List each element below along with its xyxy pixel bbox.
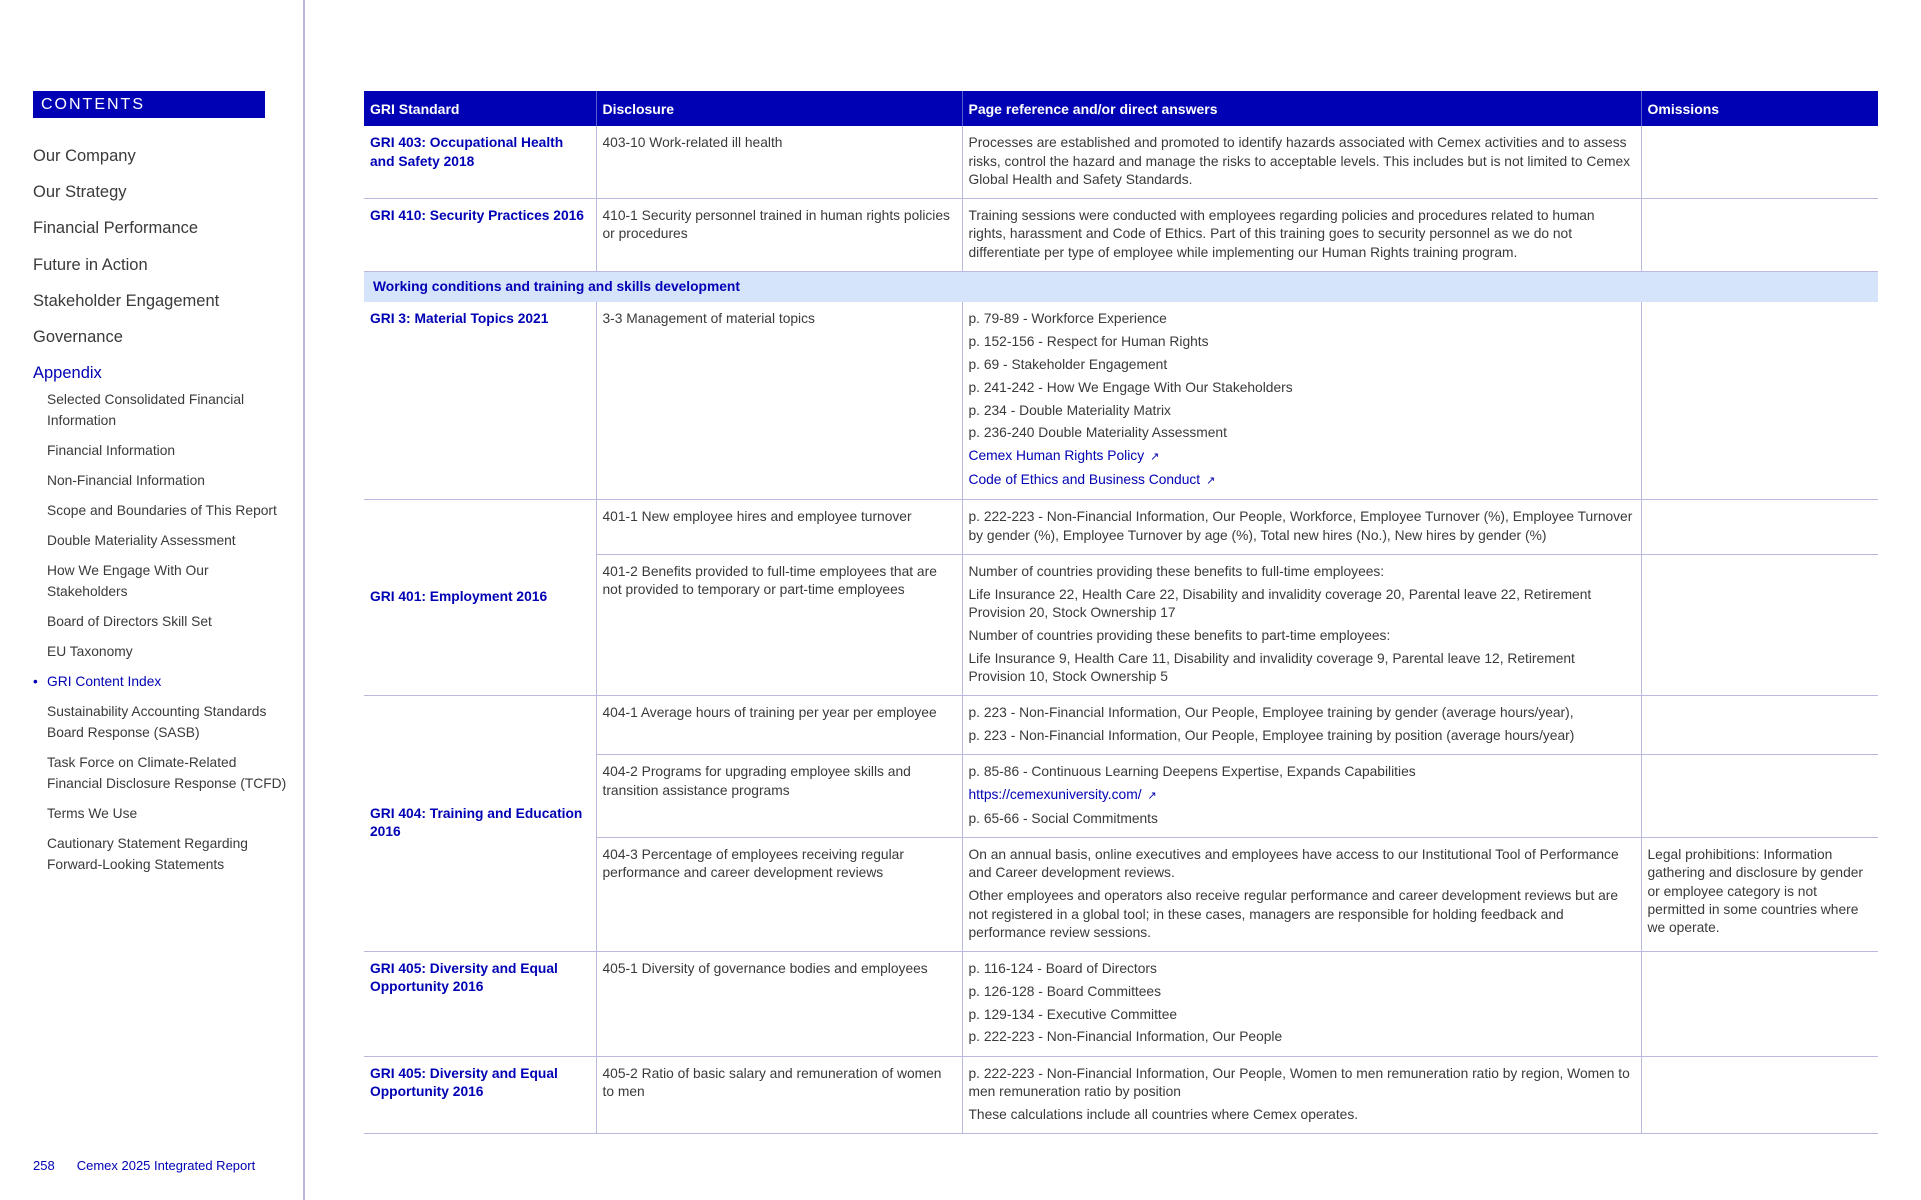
human-rights-policy-link[interactable] [969, 447, 1635, 466]
nav-our-company[interactable]: Our Company [33, 146, 136, 165]
reference-cell [962, 554, 1641, 695]
reference-line: p. 65-66 - Social Commitments [968, 810, 1158, 826]
subnav-selected-financial-info[interactable]: Selected Consolidated Financial Information [47, 392, 245, 428]
main-nav [33, 138, 219, 392]
omissions-cell [1641, 500, 1878, 555]
report-title: Cemex 2025 Integrated Report [76, 1158, 256, 1173]
disclosure-cell: 3-3 Management of material topics [596, 302, 962, 499]
reference-cell [962, 696, 1641, 755]
appendix-subnav [33, 389, 287, 884]
disclosure-cell: 401-2 Benefits provided to full-time employees that are not provided to temporary or part-time employees [596, 554, 962, 695]
subnav-cautionary-statement[interactable]: Cautionary Statement Regarding Forward-Looking Statements [47, 836, 248, 872]
link-text[interactable]: Cemex Human Rights Policy [968, 448, 1145, 464]
table-header-row [364, 91, 1878, 126]
reference-cell [962, 838, 1641, 952]
header-standard: GRI Standard [364, 91, 596, 126]
subnav-gri-label: GRI Content Index [47, 674, 162, 689]
disclosure-cell: 403-10 Work-related ill health [596, 126, 962, 198]
reference-line: p. 222-223 - Non-Financial Information, Our People, Women to men remuneration ratio by region, Women to men remuneration ratio by position [968, 1065, 1630, 1100]
subnav-scope-boundaries[interactable]: Scope and Boundaries of This Report [47, 503, 277, 518]
table-row [364, 952, 1878, 1057]
page-number: 258 [33, 1158, 55, 1173]
disclosure-cell: 404-2 Programs for upgrading employee skills and transition assistance programs [596, 755, 962, 838]
omissions-cell [1641, 1056, 1878, 1133]
reference-cell [962, 952, 1641, 1057]
reference-cell: p. 222-223 - Non-Financial Information, Our People, Workforce, Employee Turnover (%), Employee Turnover by gender (%), Employee Turnover by age (%), Total new hires (No.), New hires by gender (%) [962, 500, 1641, 555]
standard-cell: GRI 3: Material Topics 2021 [364, 302, 596, 499]
gri-content-table [364, 91, 1878, 1134]
reference-line: p. 129-134 - Executive Committee [968, 1006, 1178, 1022]
reference-line: p. 241-242 - How We Engage With Our Stakeholders [968, 379, 1293, 395]
table-row [364, 126, 1878, 198]
subnav-terms[interactable]: Terms We Use [47, 806, 138, 821]
table-row [364, 696, 1878, 755]
table-row [364, 500, 1878, 555]
reference-line: p. 85-86 - Continuous Learning Deepens Expertise, Expands Capabilities [968, 764, 1416, 780]
reference-line: p. 126-128 - Board Committees [968, 983, 1161, 999]
contents-label: CONTENTS [33, 91, 265, 118]
reference-line: These calculations include all countries where Cemex operates. [968, 1106, 1359, 1122]
reference-line: p. 152-156 - Respect for Human Rights [968, 334, 1209, 350]
reference-line: p. 222-223 - Non-Financial Information, Our People [968, 1029, 1283, 1045]
current-bullet-icon: • [33, 674, 38, 689]
nav-governance[interactable]: Governance [33, 328, 123, 347]
disclosure-cell: 405-2 Ratio of basic salary and remuneration of women to men [596, 1056, 962, 1133]
reference-line: On an annual basis, online executives and employees have access to our Institutional Tool of Performance and Career development reviews. [968, 847, 1619, 881]
nav-financial-performance[interactable]: Financial Performance [33, 219, 199, 238]
code-of-ethics-link[interactable] [969, 471, 1635, 490]
standard-cell: GRI 405: Diversity and Equal Opportunity 2016 [364, 1056, 596, 1133]
disclosure-cell: 401-1 New employee hires and employee turnover [596, 500, 962, 555]
standard-cell: GRI 405: Diversity and Equal Opportunity 2016 [364, 952, 596, 1057]
disclosure-cell: 410-1 Security personnel trained in human rights policies or procedures [596, 199, 962, 272]
omissions-cell [1641, 554, 1878, 695]
header-disclosure: Disclosure [596, 91, 962, 126]
standard-cell: GRI 410: Security Practices 2016 [364, 199, 596, 272]
omissions-cell [1641, 302, 1878, 499]
nav-our-strategy[interactable]: Our Strategy [33, 182, 127, 201]
reference-cell: Processes are established and promoted to identify hazards associated with Cemex activities and to assess risks, control the hazard and manage the risks to acceptable levels. This includes but is not limited to Cemex Global Health and Safety Standards. [962, 126, 1641, 198]
link-text[interactable]: Code of Ethics and Business Conduct [968, 471, 1201, 487]
subnav-sasb[interactable]: Sustainability Accounting Standards Board Response (SASB) [47, 704, 267, 740]
reference-line: p. 79-89 - Workforce Experience [968, 311, 1167, 327]
subnav-stakeholder-engagement[interactable]: How We Engage With Our Stakeholders [47, 563, 209, 599]
standard-cell: GRI 403: Occupational Health and Safety 2018 [364, 126, 596, 198]
table-row [364, 1056, 1878, 1133]
subnav-non-financial-info[interactable]: Non-Financial Information [47, 473, 205, 488]
nav-appendix[interactable]: Appendix [33, 364, 102, 383]
standard-cell: GRI 401: Employment 2016 [364, 500, 596, 696]
reference-line: Life Insurance 9, Health Care 11, Disability and invalidity coverage 9, Parental leave 12, Retirement Provision 10, Stock Ownership 5 [968, 650, 1575, 684]
reference-line: Number of countries providing these benefits to part-time employees: [968, 627, 1391, 643]
standard-cell: GRI 404: Training and Education 2016 [364, 696, 596, 952]
sidebar [0, 0, 303, 1200]
omissions-cell [1641, 952, 1878, 1057]
header-omissions: Omissions [1641, 91, 1878, 126]
subnav-gri-content-index[interactable] [33, 671, 287, 692]
reference-cell [962, 1056, 1641, 1133]
reference-line: p. 223 - Non-Financial Information, Our People, Employee training by position (average hours/year) [968, 727, 1575, 743]
reference-line: p. 223 - Non-Financial Information, Our People, Employee training by gender (average hours/year), [968, 705, 1574, 721]
disclosure-cell: 405-1 Diversity of governance bodies and employees [596, 952, 962, 1057]
omissions-cell: Legal prohibitions: Information gathering and disclosure by gender or employee category is not permitted in some countries where we operate. [1641, 838, 1878, 952]
reference-line: Life Insurance 22, Health Care 22, Disability and invalidity coverage 20, Parental leave 22, Retirement Provision 20, Stock Ownership 17 [968, 586, 1592, 620]
omissions-cell [1641, 126, 1878, 198]
reference-line: Number of countries providing these benefits to full-time employees: [968, 563, 1385, 579]
subnav-board-skill-set[interactable]: Board of Directors Skill Set [47, 614, 212, 629]
section-row [364, 272, 1878, 303]
reference-cell: Training sessions were conducted with employees regarding policies and procedures related to human rights, harassment and Code of Ethics. Part of this training goes to security personnel as we do not differentiate per type of employee while implementing our Human Rights training program. [962, 199, 1641, 272]
subnav-eu-taxonomy[interactable]: EU Taxonomy [47, 644, 133, 659]
table-row [364, 302, 1878, 499]
external-link-icon: ↗ [1150, 451, 1160, 464]
disclosure-cell: 404-3 Percentage of employees receiving regular performance and career development reviews [596, 838, 962, 952]
omissions-cell [1641, 696, 1878, 755]
disclosure-cell: 404-1 Average hours of training per year per employee [596, 696, 962, 755]
reference-line: p. 234 - Double Materiality Matrix [968, 402, 1171, 418]
reference-cell [962, 302, 1641, 499]
link-text[interactable]: https://cemexuniversity.com/ [968, 787, 1142, 803]
subnav-double-materiality[interactable]: Double Materiality Assessment [47, 533, 236, 548]
omissions-cell [1641, 199, 1878, 272]
nav-stakeholder-engagement[interactable]: Stakeholder Engagement [33, 291, 220, 310]
reference-line: Other employees and operators also receive regular performance and career development reviews but are not registered in a global tool; in these cases, managers are responsible for holding feedback and performance review sessions. [968, 888, 1619, 940]
reference-line: p. 236-240 Double Materiality Assessment [968, 425, 1227, 441]
page-footer [33, 1158, 255, 1173]
table-row [364, 199, 1878, 272]
reference-cell [962, 755, 1641, 838]
external-link-icon: ↗ [1147, 790, 1157, 803]
section-title: Working conditions and training and skills development [364, 272, 1878, 303]
nav-future-in-action[interactable]: Future in Action [33, 255, 148, 274]
sidebar-divider [303, 0, 305, 1200]
reference-line: p. 116-124 - Board of Directors [968, 961, 1157, 977]
cemex-university-link[interactable] [969, 786, 1635, 805]
omissions-cell [1641, 755, 1878, 838]
reference-line: p. 69 - Stakeholder Engagement [968, 356, 1168, 372]
subnav-financial-info[interactable]: Financial Information [47, 443, 176, 458]
subnav-tcfd[interactable]: Task Force on Climate-Related Financial Disclosure Response (TCFD) [47, 755, 287, 791]
header-reference: Page reference and/or direct answers [962, 91, 1641, 126]
external-link-icon: ↗ [1206, 474, 1216, 487]
